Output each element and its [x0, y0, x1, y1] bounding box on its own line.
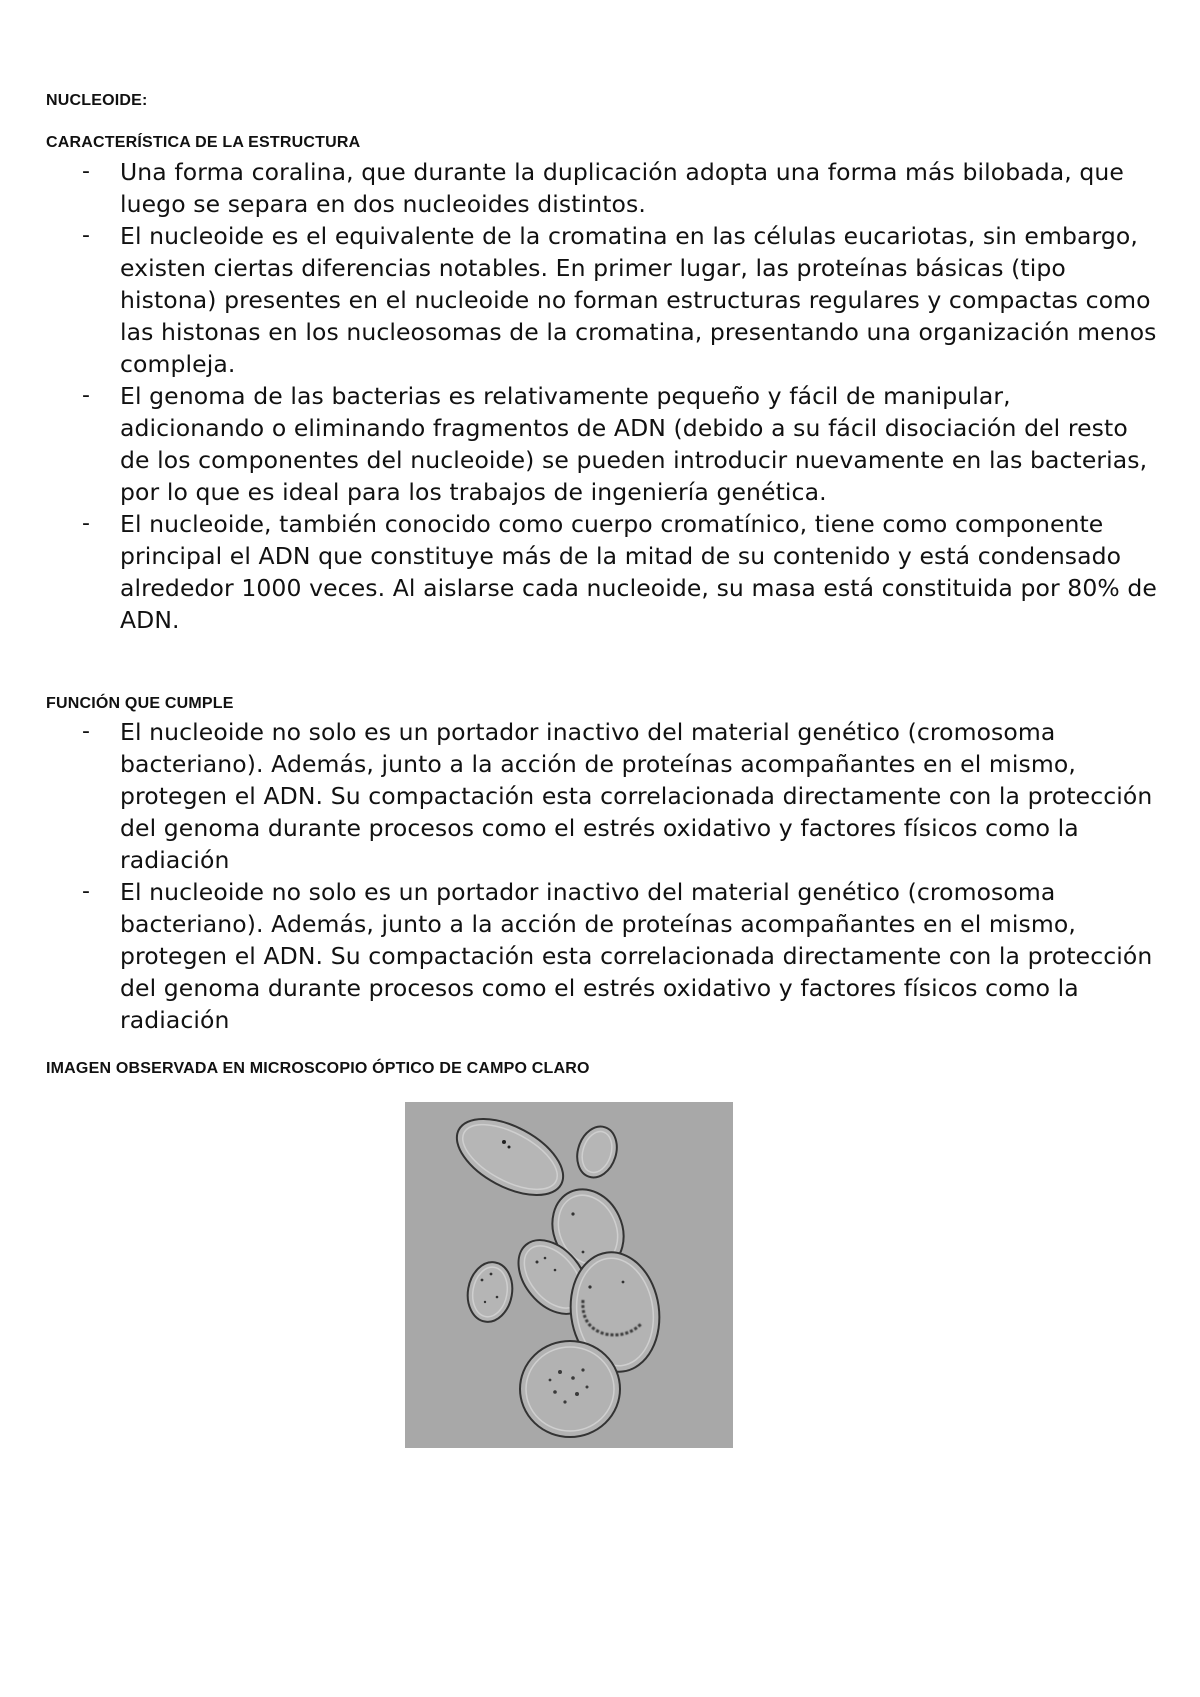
estructura-bullet-list: [80, 156, 1160, 636]
bullet-marker: -: [82, 511, 91, 536]
list-item: - El nucleoide no solo es un portador inactivo del material genético (cromosoma bacteriano). Además, junto a la acción de proteínas acompañantes en el mismo, protegen el ADN. Su compactación esta correlacionada directamente con la protección del genoma durante procesos como el estrés oxidativo y factores físicos como la radiación: [82, 718, 1153, 874]
list-item: - El nucleoide no solo es un portador inactivo del material genético (cromosoma bacteriano). Además, junto a la acción de proteínas acompañantes en el mismo, protegen el ADN. Su compactación esta correlacionada directamente con la protección del genoma durante procesos como el estrés oxidativo y factores físicos como la radiación: [82, 878, 1153, 1034]
yeast-cells-illustration: [405, 1102, 733, 1448]
section-heading-imagen: IMAGEN OBSERVADA EN MICROSCOPIO ÓPTICO DE CAMPO CLARO: [46, 1060, 590, 1077]
bullet-marker: -: [82, 879, 91, 904]
list-item: - Una forma coralina, que durante la duplicación adopta una forma más bilobada, que luego se separa en dos nucleoides distintos.: [82, 158, 1124, 218]
cell-bottom: [520, 1341, 620, 1437]
bullet-marker: -: [82, 383, 91, 408]
list-item: - El genoma de las bacterias es relativamente pequeño y fácil de manipular, adicionando o eliminando fragmentos de ADN (debido a su fácil disociación del resto de los componentes del nucleoide) se pueden introducir nuevamente en las bacterias, por lo que es ideal para los trabajos de ingeniería genética.: [82, 382, 1148, 506]
bullet-marker: -: [82, 223, 91, 248]
section-heading-funcion: FUNCIÓN QUE CUMPLE: [46, 695, 234, 712]
list-item: - El nucleoide es el equivalente de la cromatina en las células eucariotas, sin embargo, existen ciertas diferencias notables. En primer lugar, las proteínas básicas (tipo histona) presentes en el nucleoide no forman estructuras regulares y compactas como las histonas en los nucleosomas de la cromatina, presentando una organización menos compleja.: [82, 222, 1157, 378]
funcion-bullet-list: [80, 716, 1160, 1036]
bullet-marker: -: [82, 719, 91, 744]
bullet-marker: -: [82, 159, 91, 184]
list-item: - El nucleoide, también conocido como cuerpo cromatínico, tiene como componente principal el ADN que constituye más de la mitad de su contenido y está condensado alrededor 1000 veces. Al aislarse cada nucleoide, su masa está constituida por 80% de ADN.: [82, 510, 1157, 634]
section-heading-estructura: CARACTERÍSTICA DE LA ESTRUCTURA: [46, 134, 361, 151]
page-title: NUCLEOIDE:: [46, 92, 148, 109]
micrograph-image: [405, 1102, 733, 1448]
